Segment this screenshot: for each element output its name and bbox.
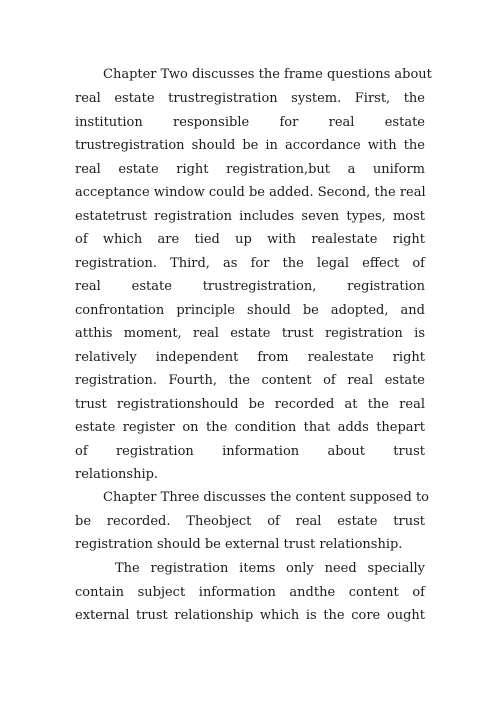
- paragraph-1-line-7: estatetrust registration includes seven types, most: [75, 209, 425, 224]
- paragraph-1-line-15: trust registrationshould be recorded at the real: [75, 397, 425, 412]
- paragraph-1-line-1: Chapter Two discusses the frame questions about: [103, 67, 432, 82]
- paragraph-1-line-10: real estate trustregistration, registration: [75, 279, 425, 294]
- paragraph-1-line-4: trustregistration should be in accordance with the: [75, 138, 425, 153]
- paragraph-3-line-2: contain subject information andthe content of: [75, 585, 425, 600]
- paragraph-1-line-18: relationship.: [75, 467, 159, 482]
- paragraph-2-line-1: Chapter Three discusses the content supposed to: [103, 490, 430, 505]
- paragraph-1-line-16: estate register on the condition that adds thepart: [75, 420, 425, 435]
- paragraph-1-line-13: relatively independent from realestate right: [75, 350, 425, 365]
- paragraph-1-line-6: acceptance window could be added. Second, the real: [75, 185, 426, 200]
- paragraph-1-line-17: of registration information about trust: [75, 444, 425, 459]
- paragraph-1-line-11: confrontation principle should be adopted, and: [75, 303, 425, 318]
- paragraph-1-line-3: institution responsible for real estate: [75, 115, 425, 130]
- paragraph-1-line-12: atthis moment, real estate trust registration is: [75, 326, 425, 341]
- paragraph-1-line-14: registration. Fourth, the content of real estate: [75, 373, 425, 388]
- paragraph-1-line-9: registration. Third, as for the legal effect of: [75, 256, 425, 271]
- paragraph-1-line-5: real estate right registration,but a uniform: [75, 162, 425, 177]
- paragraph-1-line-8: of which are tied up with realestate right: [75, 232, 425, 247]
- paragraph-3-line-1: The registration items only need specially: [115, 561, 425, 576]
- paragraph-3-line-3: external trust relationship which is the core ought: [75, 608, 425, 623]
- paragraph-1-line-2: real estate trustregistration system. First, the: [75, 91, 425, 106]
- paragraph-2-line-2: be recorded. Theobject of real estate trust: [75, 514, 425, 529]
- paragraph-2-line-3: registration should be external trust relationship.: [75, 537, 403, 552]
